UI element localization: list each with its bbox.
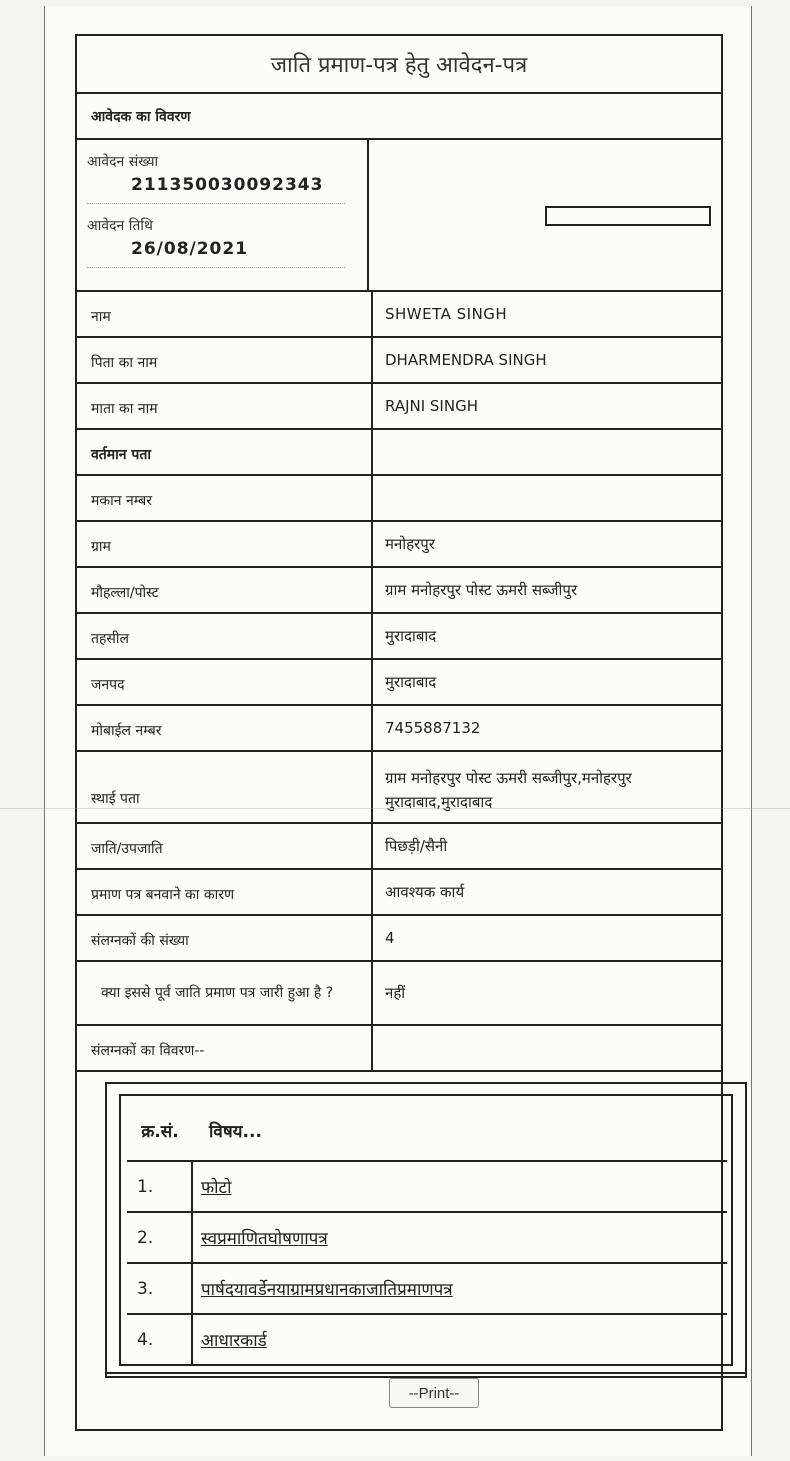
field-label: ग्राम: [77, 522, 373, 566]
attachments-table-frame: [119, 1094, 733, 1366]
field-label: प्रमाण पत्र बनवाने का कारण: [77, 870, 373, 914]
field-label: पिता का नाम: [77, 338, 373, 382]
divider: [87, 203, 345, 204]
form-title: जाति प्रमाण-पत्र हेतु आवेदन-पत्र: [77, 36, 721, 94]
paper-crease: [0, 808, 790, 809]
field-value: [373, 1026, 721, 1070]
field-row-mobile: [77, 706, 721, 752]
application-form: [75, 34, 723, 1431]
field-label: नाम: [77, 292, 373, 336]
field-value: 7455887132: [385, 719, 481, 737]
field-label: जनपद: [77, 660, 373, 704]
attachment-link[interactable]: फोटो: [201, 1178, 232, 1198]
table-row: [127, 1211, 727, 1262]
field-value: मुरादाबाद: [385, 673, 437, 691]
field-label: स्थाई पता: [77, 752, 373, 822]
row-sn: 2.: [127, 1213, 193, 1262]
field-value: SHWETA SINGH: [385, 305, 508, 323]
application-date-label: आवेदन तिथि: [87, 218, 153, 234]
field-label: जाति/उपजाति: [77, 824, 373, 868]
field-row-district: [77, 660, 721, 706]
field-row-tehsil: [77, 614, 721, 660]
field-row-permanent-address: [77, 752, 721, 824]
field-value: 4: [385, 929, 395, 947]
section-heading: आवेदक का विवरण: [77, 94, 721, 140]
field-label: क्या इससे पूर्व जाति प्रमाण पत्र जारी हुआ है ?: [77, 962, 373, 1024]
field-row-mother: [77, 384, 721, 430]
column-header-subject: विषय...: [209, 1121, 262, 1142]
field-label: वर्तमान पता: [77, 430, 373, 474]
divider: [87, 267, 345, 268]
field-value: आवश्यक कार्य: [385, 883, 465, 901]
field-row-current-address: [77, 430, 721, 476]
field-row-attachment-count: [77, 916, 721, 962]
application-info: [77, 140, 369, 290]
field-value: मनोहरपुर: [385, 535, 435, 553]
field-row-village: [77, 522, 721, 568]
field-row-caste: [77, 824, 721, 870]
field-value: मुरादाबाद: [385, 627, 437, 645]
field-value: RAJNI SINGH: [385, 397, 478, 415]
application-date: 26/08/2021: [131, 239, 249, 259]
field-label: संलग्नकों की संख्या: [77, 916, 373, 960]
table-row: [127, 1262, 727, 1313]
attachment-link[interactable]: आधारकार्ड: [201, 1331, 267, 1351]
attachments-panel: [105, 1082, 747, 1378]
field-row-locality: [77, 568, 721, 614]
field-value: ग्राम मनोहरपुर पोस्ट ऊमरी सब्जीपुर,मनोहरपुर मुरादाबाद,मुरादाबाद: [385, 769, 632, 811]
photo-area: [369, 140, 721, 290]
field-row-attachment-details: [77, 1026, 721, 1072]
row-sn: 3.: [127, 1264, 193, 1313]
field-label: मकान नम्बर: [77, 476, 373, 520]
field-label: मोबाईल नम्बर: [77, 706, 373, 750]
application-number-label: आवेदन संख्या: [87, 154, 159, 170]
row-sn: 1.: [127, 1162, 193, 1211]
photo-placeholder: [545, 206, 711, 226]
attachment-link[interactable]: पार्षदयावर्डेनयाग्रामप्रधानकाजातिप्रमाणपत्र: [201, 1280, 453, 1300]
field-label: तहसील: [77, 614, 373, 658]
attachments-header: [127, 1100, 727, 1160]
application-number: 211350030092343: [131, 175, 324, 195]
field-label: माता का नाम: [77, 384, 373, 428]
print-divider: [105, 1372, 747, 1374]
field-row-house-number: [77, 476, 721, 522]
field-value: [373, 430, 721, 474]
field-value: ग्राम मनोहरपुर पोस्ट ऊमरी सब्जीपुर: [385, 581, 578, 599]
field-value: DHARMENDRA SINGH: [385, 351, 547, 369]
application-block: [77, 140, 721, 292]
field-value: पिछड़ी/सैनी: [385, 837, 448, 855]
table-row: [127, 1160, 727, 1211]
print-button[interactable]: --Print--: [389, 1378, 479, 1408]
attachments-table: [127, 1100, 727, 1366]
field-row-reason: [77, 870, 721, 916]
field-row-father: [77, 338, 721, 384]
field-row-previous-certificate: [77, 962, 721, 1026]
column-header-sn: क्र.सं.: [141, 1121, 179, 1142]
attachment-link[interactable]: स्वप्रमाणितघोषणापत्र: [201, 1229, 328, 1249]
field-value: [373, 476, 721, 520]
row-sn: 4.: [127, 1315, 193, 1364]
field-label: मौहल्ला/पोस्ट: [77, 568, 373, 612]
table-row: [127, 1313, 727, 1366]
field-value: नहीं: [385, 984, 406, 1002]
field-row-name: [77, 292, 721, 338]
field-label: संलग्नकों का विवरण--: [77, 1026, 373, 1070]
